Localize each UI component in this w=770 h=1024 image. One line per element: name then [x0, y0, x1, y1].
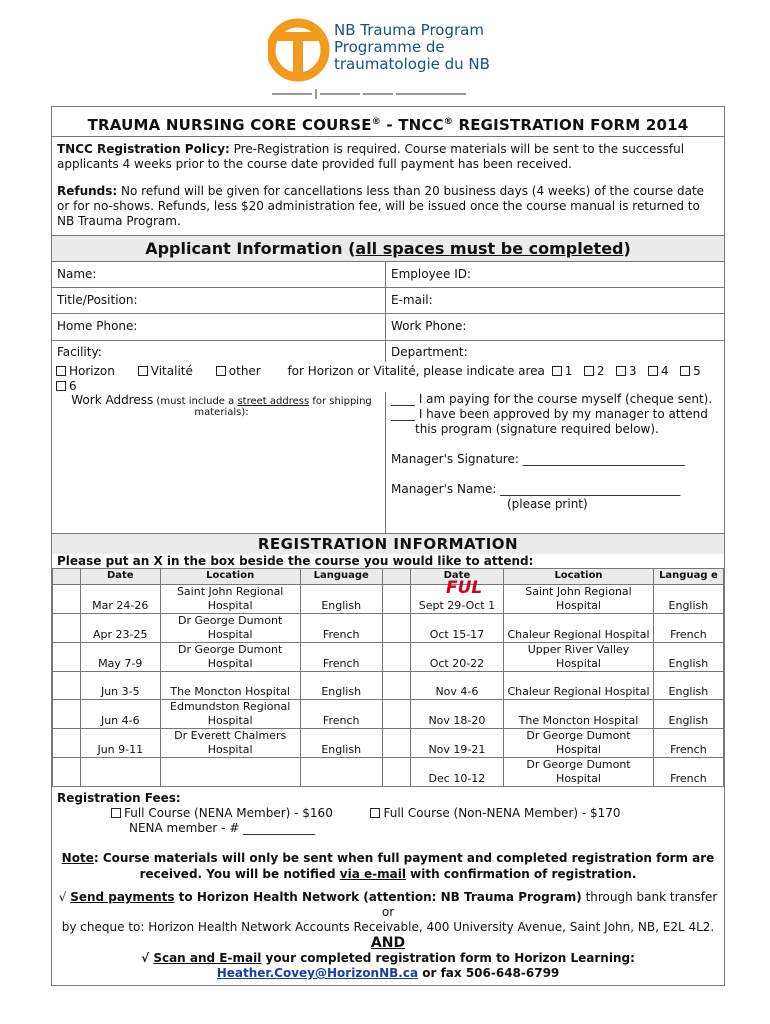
language-col-header-right: Languag e	[653, 569, 723, 585]
vitalite-label: Vitalité	[150, 364, 193, 378]
area-6-label: 6	[69, 379, 77, 393]
course-date-right: Sept 29-Oct 1	[410, 585, 504, 614]
date-col-header: Date	[81, 569, 160, 585]
area-2-checkbox[interactable]	[584, 366, 594, 376]
course-date-left: Jun 4-6	[81, 700, 160, 729]
fees-section	[52, 787, 724, 985]
nena-fee-label: Full Course (NENA Member) - $160	[124, 806, 333, 820]
policy-section	[52, 137, 724, 236]
schedule-row	[53, 758, 724, 787]
refunds-policy: Refunds: No refund will be given for cancellations less than 20 business days (4 weeks) of the course date or for no-shows. Refunds, less $20 administration fee, will be issued once the course manual is returned to NB Trauma Program.	[57, 184, 705, 228]
course-language-left: English	[300, 585, 382, 614]
registration-policy: TNCC Registration Policy: Pre-Registration is required. Course materials will be sent to the successful applicants 4 weeks prior to the course date provided full payment has been received.	[57, 142, 685, 171]
trauma-t-logo-icon	[268, 14, 330, 86]
course-location-right: Dr George Dumont Hospital	[504, 758, 654, 787]
area-5-label: 5	[693, 364, 701, 378]
department-field[interactable]: Department:	[391, 345, 468, 359]
title-position-field[interactable]: Title/Position:	[52, 288, 386, 313]
course-date-right: Oct 20-22	[410, 643, 504, 672]
scan-email-text: √ Scan and E-mail your completed registration form to Horizon Learning:	[141, 951, 635, 965]
home-phone-field[interactable]: Home Phone:	[52, 314, 386, 340]
cheque-address: by cheque to: Horizon Health Network Accounts Receivable, 400 University Avenue, Saint John, NB, E2L 4L2.	[61, 920, 715, 934]
course-language-left: English	[300, 729, 382, 758]
logo-line1: NB Trauma Program	[334, 21, 484, 39]
work-address-field[interactable]: Work Address (must include a street address for shipping materials):	[52, 392, 386, 533]
payment-section	[386, 392, 724, 533]
location-col-header: Location	[160, 569, 300, 585]
manager-name-field[interactable]: Manager's Name: ______________________________	[391, 482, 681, 496]
course-location-right: Upper River Valley Hospital	[504, 643, 654, 672]
select-box-right[interactable]	[382, 729, 410, 758]
schedule-wrap	[52, 568, 724, 787]
course-date-right: Dec 10-12	[410, 758, 504, 787]
page-header	[0, 0, 770, 104]
select-box-right[interactable]	[382, 672, 410, 700]
manager-signature-field[interactable]: Manager's Signature: ___________________________	[391, 452, 685, 466]
select-box-right[interactable]	[382, 585, 410, 614]
select-box-left[interactable]	[53, 585, 81, 614]
course-language-right: French	[653, 729, 723, 758]
course-language-right: English	[653, 643, 723, 672]
course-location-right: Chaleur Regional Hospital	[504, 672, 654, 700]
facility-field[interactable]: Facility:	[52, 341, 386, 362]
title-row	[52, 288, 724, 314]
registration-instruction: Please put an X in the box beside the course you would like to attend:	[57, 554, 534, 568]
form-title: TRAUMA NURSING CORE COURSE® - TNCC® REGISTRATION FORM 2014	[52, 107, 724, 137]
please-print-note: (please print)	[507, 497, 588, 511]
course-language-left: French	[300, 614, 382, 643]
send-payments-text: √ Send payments to Horizon Health Network (attention: NB Trauma Program) through bank transfer or	[58, 890, 718, 919]
course-language-right: English	[653, 585, 723, 614]
full-stamp: FUL	[446, 578, 483, 598]
fee-options	[57, 806, 719, 821]
work-phone-field[interactable]: Work Phone:	[391, 319, 467, 333]
course-date-right: Nov 18-20	[410, 700, 504, 729]
logo-line3: traumatologie du NB	[334, 55, 490, 73]
select-box-left[interactable]	[53, 643, 81, 672]
schedule-row	[53, 585, 724, 614]
course-location-right: The Moncton Hospital	[504, 700, 654, 729]
area-prompt: for Horizon or Vitalité, please indicate area	[287, 364, 545, 378]
select-box-left[interactable]	[53, 614, 81, 643]
course-date-left: Jun 3-5	[81, 672, 160, 700]
course-location-right: Dr George Dumont Hospital	[504, 729, 654, 758]
contact-line: Heather.Covey@HorizonNB.ca or fax 506-648-6799	[216, 966, 560, 980]
select-col-header-right	[382, 569, 410, 585]
course-language-left: French	[300, 700, 382, 729]
pay-manager-option[interactable]: ____ I have been approved by my manager to attend	[391, 407, 708, 421]
select-box-right[interactable]	[382, 643, 410, 672]
horizon-label: Horizon	[69, 364, 115, 378]
course-language-right: French	[653, 614, 723, 643]
employee-id-field[interactable]: Employee ID:	[391, 267, 472, 281]
logo-fineprint	[272, 86, 469, 96]
email-field[interactable]: E-mail:	[391, 293, 433, 307]
course-language-left: French	[300, 643, 382, 672]
and-text: AND	[370, 935, 406, 951]
schedule-header-row	[53, 569, 724, 585]
select-box-right[interactable]	[382, 700, 410, 729]
course-date-left: Jun 9-11	[81, 729, 160, 758]
course-schedule-table	[52, 568, 724, 787]
select-col-header	[53, 569, 81, 585]
registration-form	[51, 106, 725, 986]
pay-manager-note: this program (signature required below).	[415, 422, 659, 436]
course-location-left	[160, 758, 300, 787]
area-3-label: 3	[628, 364, 637, 378]
location-col-header-right: Location	[504, 569, 654, 585]
course-location-left: Saint John Regional Hospital	[160, 585, 300, 614]
non-nena-fee-label: Full Course (Non-NENA Member) - $170	[383, 806, 621, 820]
select-box-left[interactable]	[53, 729, 81, 758]
course-location-left: Dr George Dumont Hospital	[160, 614, 300, 643]
schedule-row	[53, 672, 724, 700]
select-box-left[interactable]	[53, 672, 81, 700]
pay-self-option[interactable]: ____ I am paying for the course myself (cheque sent).	[391, 392, 713, 406]
course-date-right: Nov 4-6	[410, 672, 504, 700]
select-box-left[interactable]	[53, 700, 81, 729]
name-field[interactable]: Name:	[52, 262, 386, 287]
area-1-label: 1	[564, 364, 573, 378]
area-5-checkbox[interactable]	[680, 366, 690, 376]
date-col-header-right: Date	[410, 569, 504, 585]
area-2-label: 2	[596, 364, 605, 378]
nena-number-field[interactable]: NENA member - # ____________	[129, 821, 316, 835]
course-location-left: Dr Everett Chalmers Hospital	[160, 729, 300, 758]
nena-fee-checkbox[interactable]	[111, 808, 121, 818]
schedule-row	[53, 614, 724, 643]
language-col-header: Language	[300, 569, 382, 585]
course-date-right: Oct 15-17	[410, 614, 504, 643]
name-row	[52, 262, 724, 288]
area-1-checkbox[interactable]	[552, 366, 562, 376]
course-date-right: Nov 19-21	[410, 729, 504, 758]
note-text: Note: Course materials will only be sent when full payment and completed registration form are received. You will be notified via e-mail with confirmation of registration.	[61, 851, 715, 881]
course-date-left: Apr 23-25	[81, 614, 160, 643]
select-box-right[interactable]	[382, 758, 410, 787]
vitalite-checkbox[interactable]	[138, 366, 148, 376]
horizon-checkbox[interactable]	[56, 366, 66, 376]
logo-line2: Programme de	[334, 38, 445, 56]
course-language-right: French	[653, 758, 723, 787]
course-language-right: English	[653, 700, 723, 729]
email-link[interactable]: Heather.Covey@HorizonNB.ca	[216, 966, 419, 980]
schedule-row	[53, 700, 724, 729]
course-language-right: English	[653, 672, 723, 700]
course-date-left	[81, 758, 160, 787]
select-box-right[interactable]	[382, 614, 410, 643]
address-payment-row	[52, 392, 724, 534]
course-location-left: Edmundston Regional Hospital	[160, 700, 300, 729]
area-3-checkbox[interactable]	[616, 366, 626, 376]
phone-row	[52, 314, 724, 341]
area-4-checkbox[interactable]	[648, 366, 658, 376]
course-date-left: Mar 24-26	[81, 585, 160, 614]
fees-title: Registration Fees:	[57, 791, 181, 805]
select-box-left[interactable]	[53, 758, 81, 787]
course-language-left: English	[300, 672, 382, 700]
area-4-label: 4	[661, 364, 669, 378]
non-nena-fee-checkbox[interactable]	[370, 808, 380, 818]
course-location-left: Dr George Dumont Hospital	[160, 643, 300, 672]
area-6-checkbox[interactable]	[56, 381, 66, 391]
other-checkbox[interactable]	[216, 366, 226, 376]
nb-trauma-logo	[268, 14, 518, 84]
course-location-left: The Moncton Hospital	[160, 672, 300, 700]
schedule-row	[53, 729, 724, 758]
applicant-heading: Applicant Information (all spaces must be completed)	[52, 236, 724, 262]
other-label: other	[228, 364, 261, 378]
course-location-right: Saint John Regional Hospital	[504, 585, 654, 614]
facility-row	[52, 341, 724, 362]
course-date-left: May 7-9	[81, 643, 160, 672]
registration-heading: REGISTRATION INFORMATION	[52, 534, 724, 554]
course-language-left	[300, 758, 382, 787]
facility-checkboxes	[52, 362, 724, 392]
schedule-row	[53, 643, 724, 672]
course-location-right: Chaleur Regional Hospital	[504, 614, 654, 643]
